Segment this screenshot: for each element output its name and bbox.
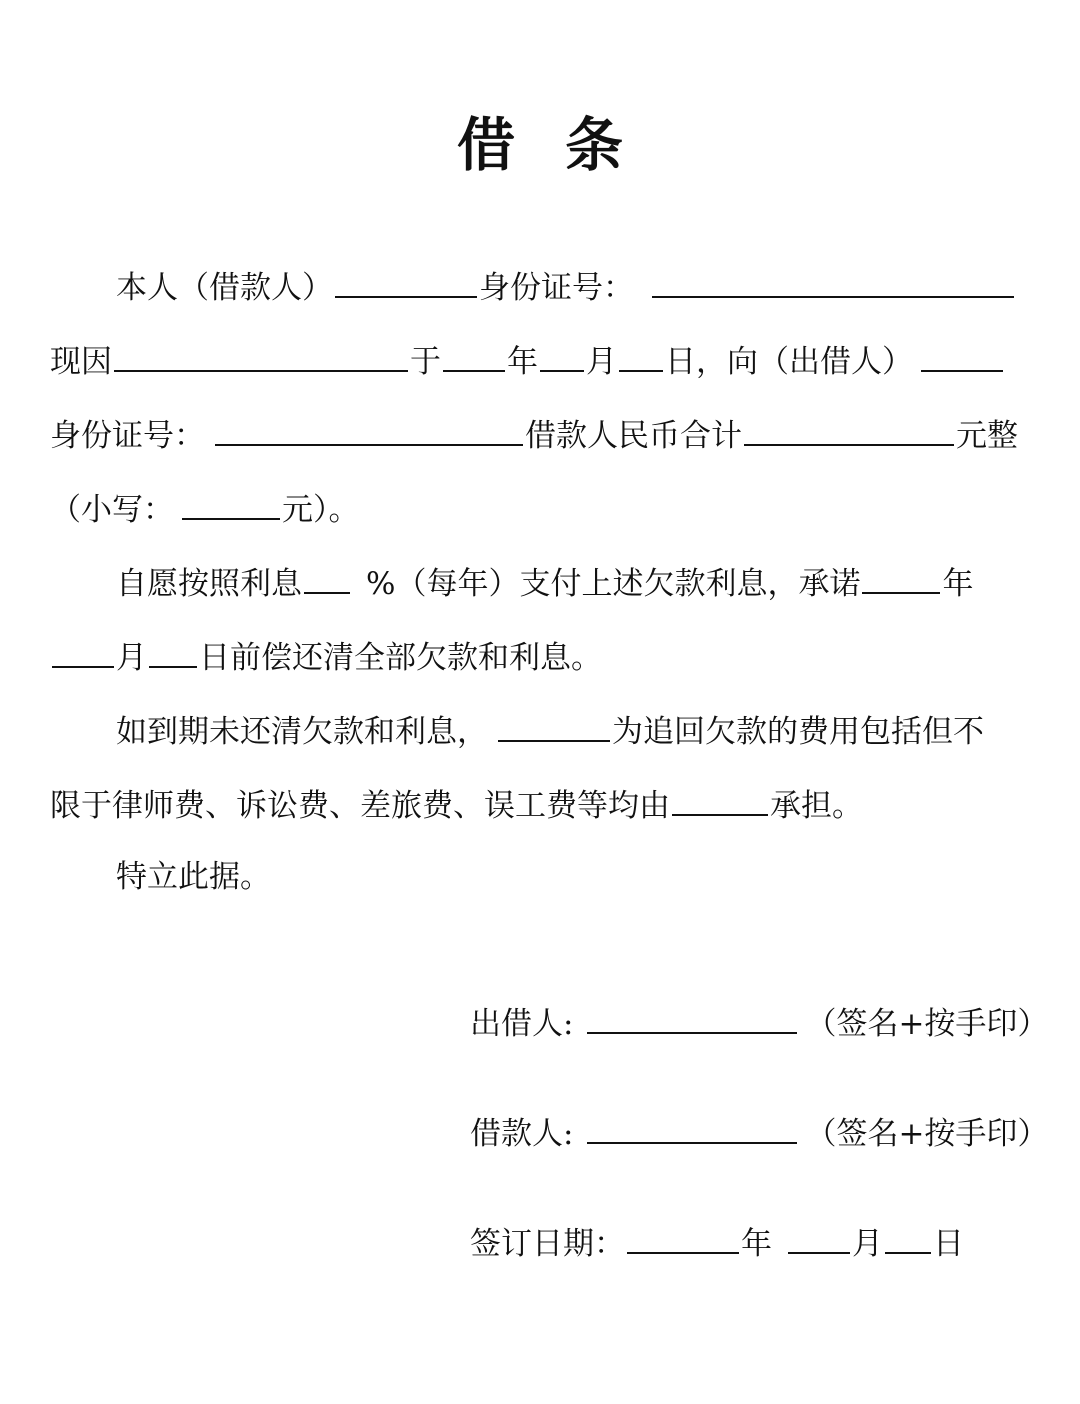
para1-line2 — [50, 334, 1005, 384]
cost-terms: 为追回欠款的费用包括但不 — [612, 714, 984, 750]
repay-month-label: 月 — [116, 640, 147, 676]
amount-uppercase-blank[interactable] — [744, 408, 954, 446]
borrower-name-blank[interactable] — [335, 260, 477, 298]
title-char-1: 借 — [456, 111, 515, 179]
sign-year-blank[interactable] — [627, 1216, 739, 1254]
lender-sign-note: （签名+按手印） — [805, 1006, 1049, 1042]
borrower-id-blank[interactable] — [652, 260, 1014, 298]
sign-day-label: 日 — [933, 1226, 964, 1262]
default-terms: 如到期未还清欠款和利息， — [116, 714, 488, 750]
loan-month-blank[interactable] — [540, 334, 584, 372]
repay-month-blank[interactable] — [52, 630, 114, 668]
sign-day-blank[interactable] — [885, 1216, 931, 1254]
repay-year-label: 年 — [942, 566, 974, 602]
yuan-label: 元整 — [956, 418, 1018, 454]
lowercase-label: （小写： — [50, 492, 174, 528]
para3-line2 — [50, 778, 863, 828]
para1-line1 — [116, 260, 1016, 310]
sign-month-label: 月 — [852, 1226, 883, 1262]
para3-line1 — [116, 704, 984, 754]
year-label: 年 — [507, 344, 538, 380]
liable-party-blank[interactable] — [498, 704, 610, 742]
lender-signature-row — [470, 996, 1048, 1046]
para1-line4 — [50, 482, 360, 532]
para4 — [116, 852, 271, 902]
amount-label: 借款人民币合计 — [525, 418, 742, 454]
lender-name-blank[interactable] — [921, 334, 1003, 372]
title-char-2: 条 — [565, 111, 624, 179]
yuan-close-label: 元）。 — [282, 492, 360, 528]
borrower-label: 本人（借款人） — [116, 270, 333, 306]
borrower-sign-label: 借款人: — [470, 1116, 574, 1152]
sign-month-blank[interactable] — [788, 1216, 850, 1254]
interest-terms: %（每年）支付上述欠款利息，承诺 — [366, 566, 861, 602]
document-title — [0, 98, 1080, 182]
amount-lowercase-blank[interactable] — [182, 482, 280, 520]
closing-text: 特立此据。 — [116, 859, 271, 895]
borrower-signature-row — [470, 1106, 1048, 1156]
sign-year-label: 年 — [741, 1226, 772, 1262]
repay-year-blank[interactable] — [862, 556, 940, 594]
fee-bearer-blank[interactable] — [672, 778, 768, 816]
para2-line1 — [116, 556, 973, 606]
repay-terms: 日前偿还清全部欠款和利息。 — [199, 640, 602, 676]
borrower-signature-blank[interactable] — [587, 1106, 797, 1144]
bear-label: 承担。 — [770, 788, 863, 824]
lender-id-blank[interactable] — [215, 408, 523, 446]
loan-year-blank[interactable] — [443, 334, 505, 372]
interest-label: 自愿按照利息 — [116, 566, 302, 602]
repay-day-blank[interactable] — [149, 630, 197, 668]
loan-day-blank[interactable] — [619, 334, 663, 372]
reason-blank[interactable] — [114, 334, 408, 372]
borrower-id-label: 身份证号： — [479, 270, 634, 306]
interest-rate-blank[interactable] — [304, 556, 350, 594]
borrower-sign-note: （签名+按手印） — [805, 1116, 1049, 1152]
lender-sign-label: 出借人: — [470, 1006, 574, 1042]
fee-list: 限于律师费、诉讼费、差旅费、误工费等均由 — [50, 788, 670, 824]
para2-line2 — [50, 630, 602, 680]
signing-date-row — [470, 1216, 964, 1266]
para1-line3 — [50, 408, 1018, 458]
month-label: 月 — [586, 344, 617, 380]
reason-label: 现因 — [50, 344, 112, 380]
lender-id-label: 身份证号： — [50, 418, 205, 454]
on-label: 于 — [410, 344, 441, 380]
lender-signature-blank[interactable] — [587, 996, 797, 1034]
signing-date-label: 签订日期： — [470, 1226, 625, 1262]
lender-label-inline: 日，向（出借人） — [665, 344, 913, 380]
